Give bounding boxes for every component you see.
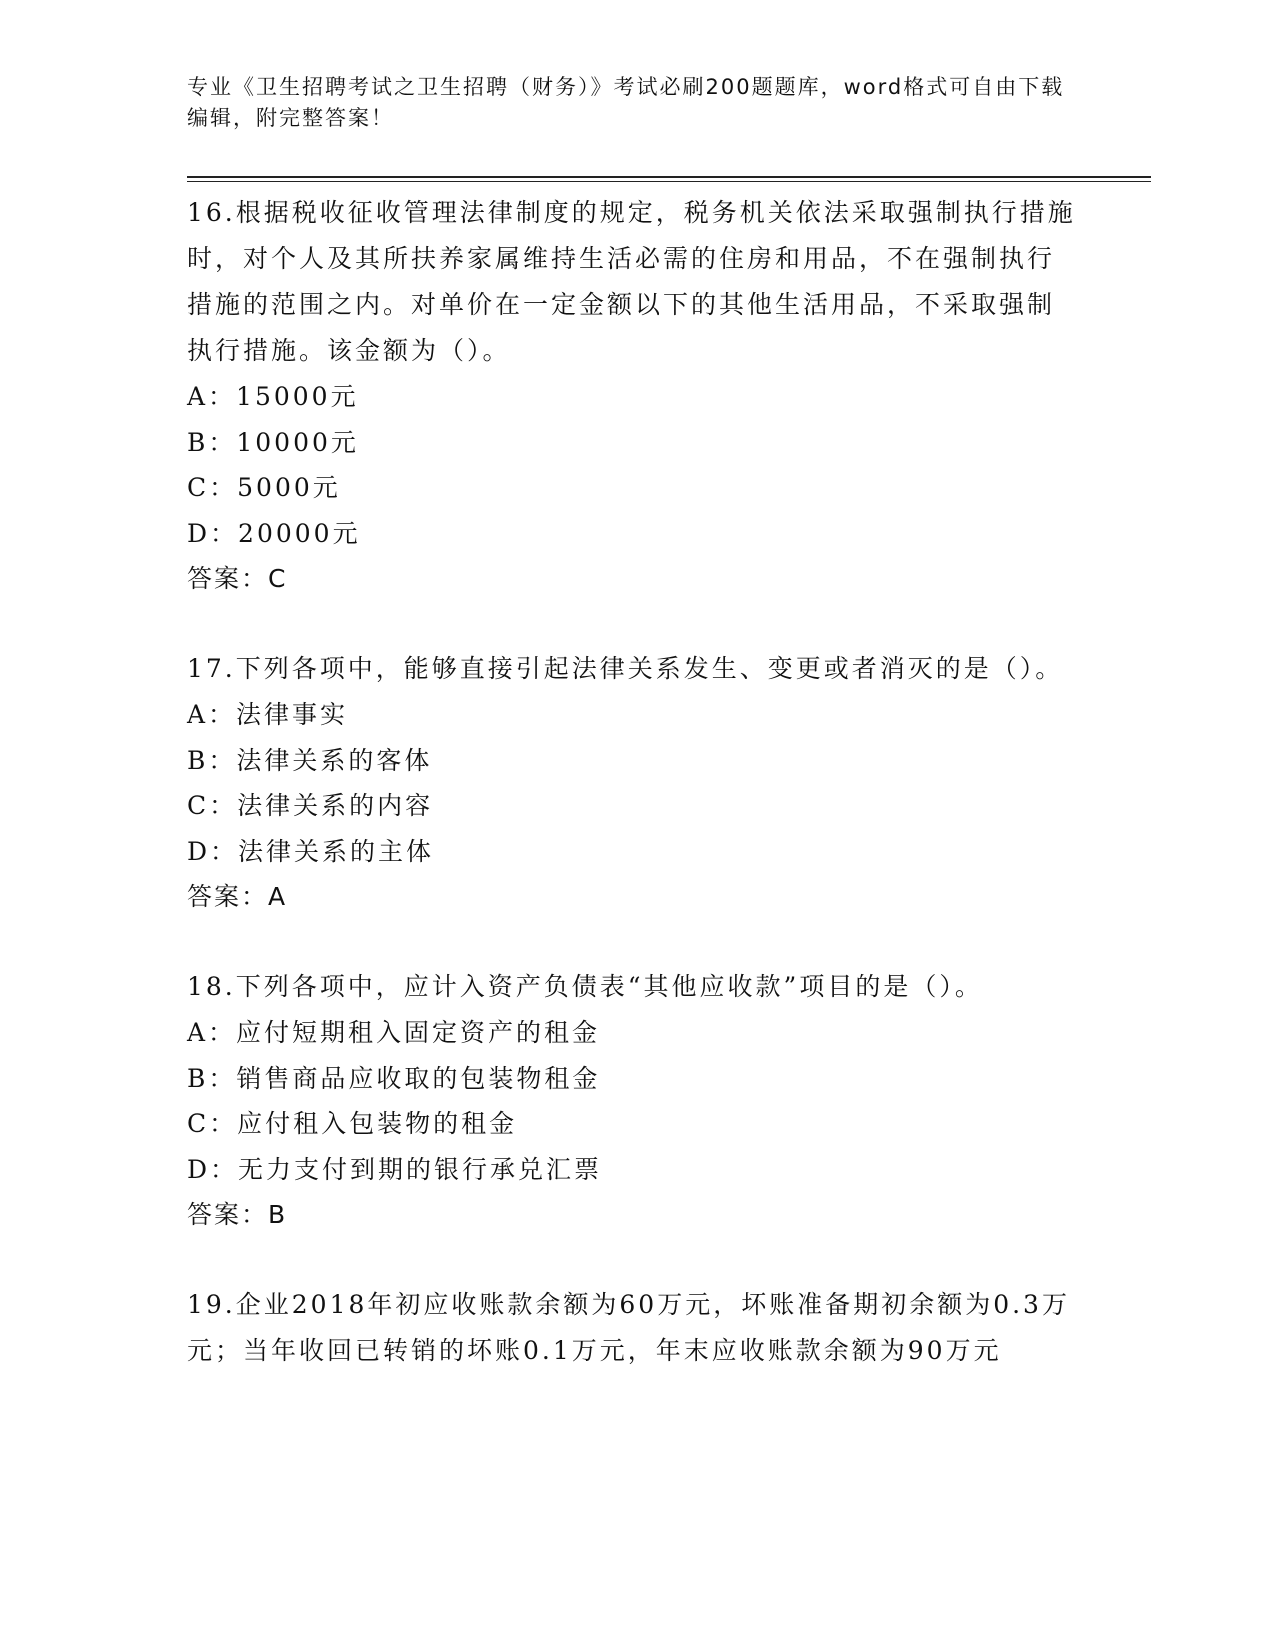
option-a: A：15000元: [187, 382, 359, 411]
option-d: D：无力支付到期的银行承兑汇票: [187, 1154, 603, 1184]
question-stem: 17.下列各项中，能够直接引起法律关系发生、变更或者消灭的是（）。: [187, 654, 1064, 683]
header-divider-thick: [187, 176, 1151, 178]
header-divider-thin: [187, 181, 1151, 182]
answer-line: 答案：A: [187, 882, 288, 911]
option-c: C：5000元: [187, 473, 341, 502]
question-19: [187, 1282, 1077, 1374]
answer-line: 答案：C: [187, 564, 288, 593]
question-18: [187, 964, 1077, 1238]
option-a: A：应付短期租入固定资产的租金: [187, 1018, 601, 1047]
question-list: [187, 190, 1077, 1418]
option-b: B：10000元: [187, 427, 359, 457]
option-b: B：销售商品应收取的包装物租金: [187, 1063, 601, 1093]
option-d: D：法律关系的主体: [187, 836, 435, 866]
option-b: B：法律关系的客体: [187, 745, 433, 775]
option-c: C：应付租入包装物的租金: [187, 1109, 518, 1138]
document-header: 专业《卫生招聘考试之卫生招聘（财务）》考试必刷200题题库，word格式可自由下载编辑，附完整答案！: [187, 75, 1065, 130]
option-c: C：法律关系的内容: [187, 791, 434, 820]
question-stem: 18.下列各项中，应计入资产负债表“其他应收款”项目的是（）。: [187, 972, 983, 1001]
question-stem: 19.企业2018年初应收账款余额为60万元，坏账准备期初余额为0.3万元；当年收回已转销的坏账0.1万元，年末应收账款余额为90万元: [187, 1290, 1070, 1365]
option-d: D：20000元: [187, 518, 361, 548]
question-16: [187, 190, 1077, 602]
question-17: [187, 646, 1077, 920]
answer-line: 答案：B: [187, 1200, 288, 1229]
option-a: A：法律事实: [187, 700, 349, 729]
question-stem: 16.根据税收征收管理法律制度的规定，税务机关依法采取强制执行措施时，对个人及其所扶养家属维持生活必需的住房和用品，不在强制执行措施的范围之内。对单价在一定金额以下的其他生活用品，不采取强制执行措施。该金额为（）。: [187, 198, 1076, 365]
